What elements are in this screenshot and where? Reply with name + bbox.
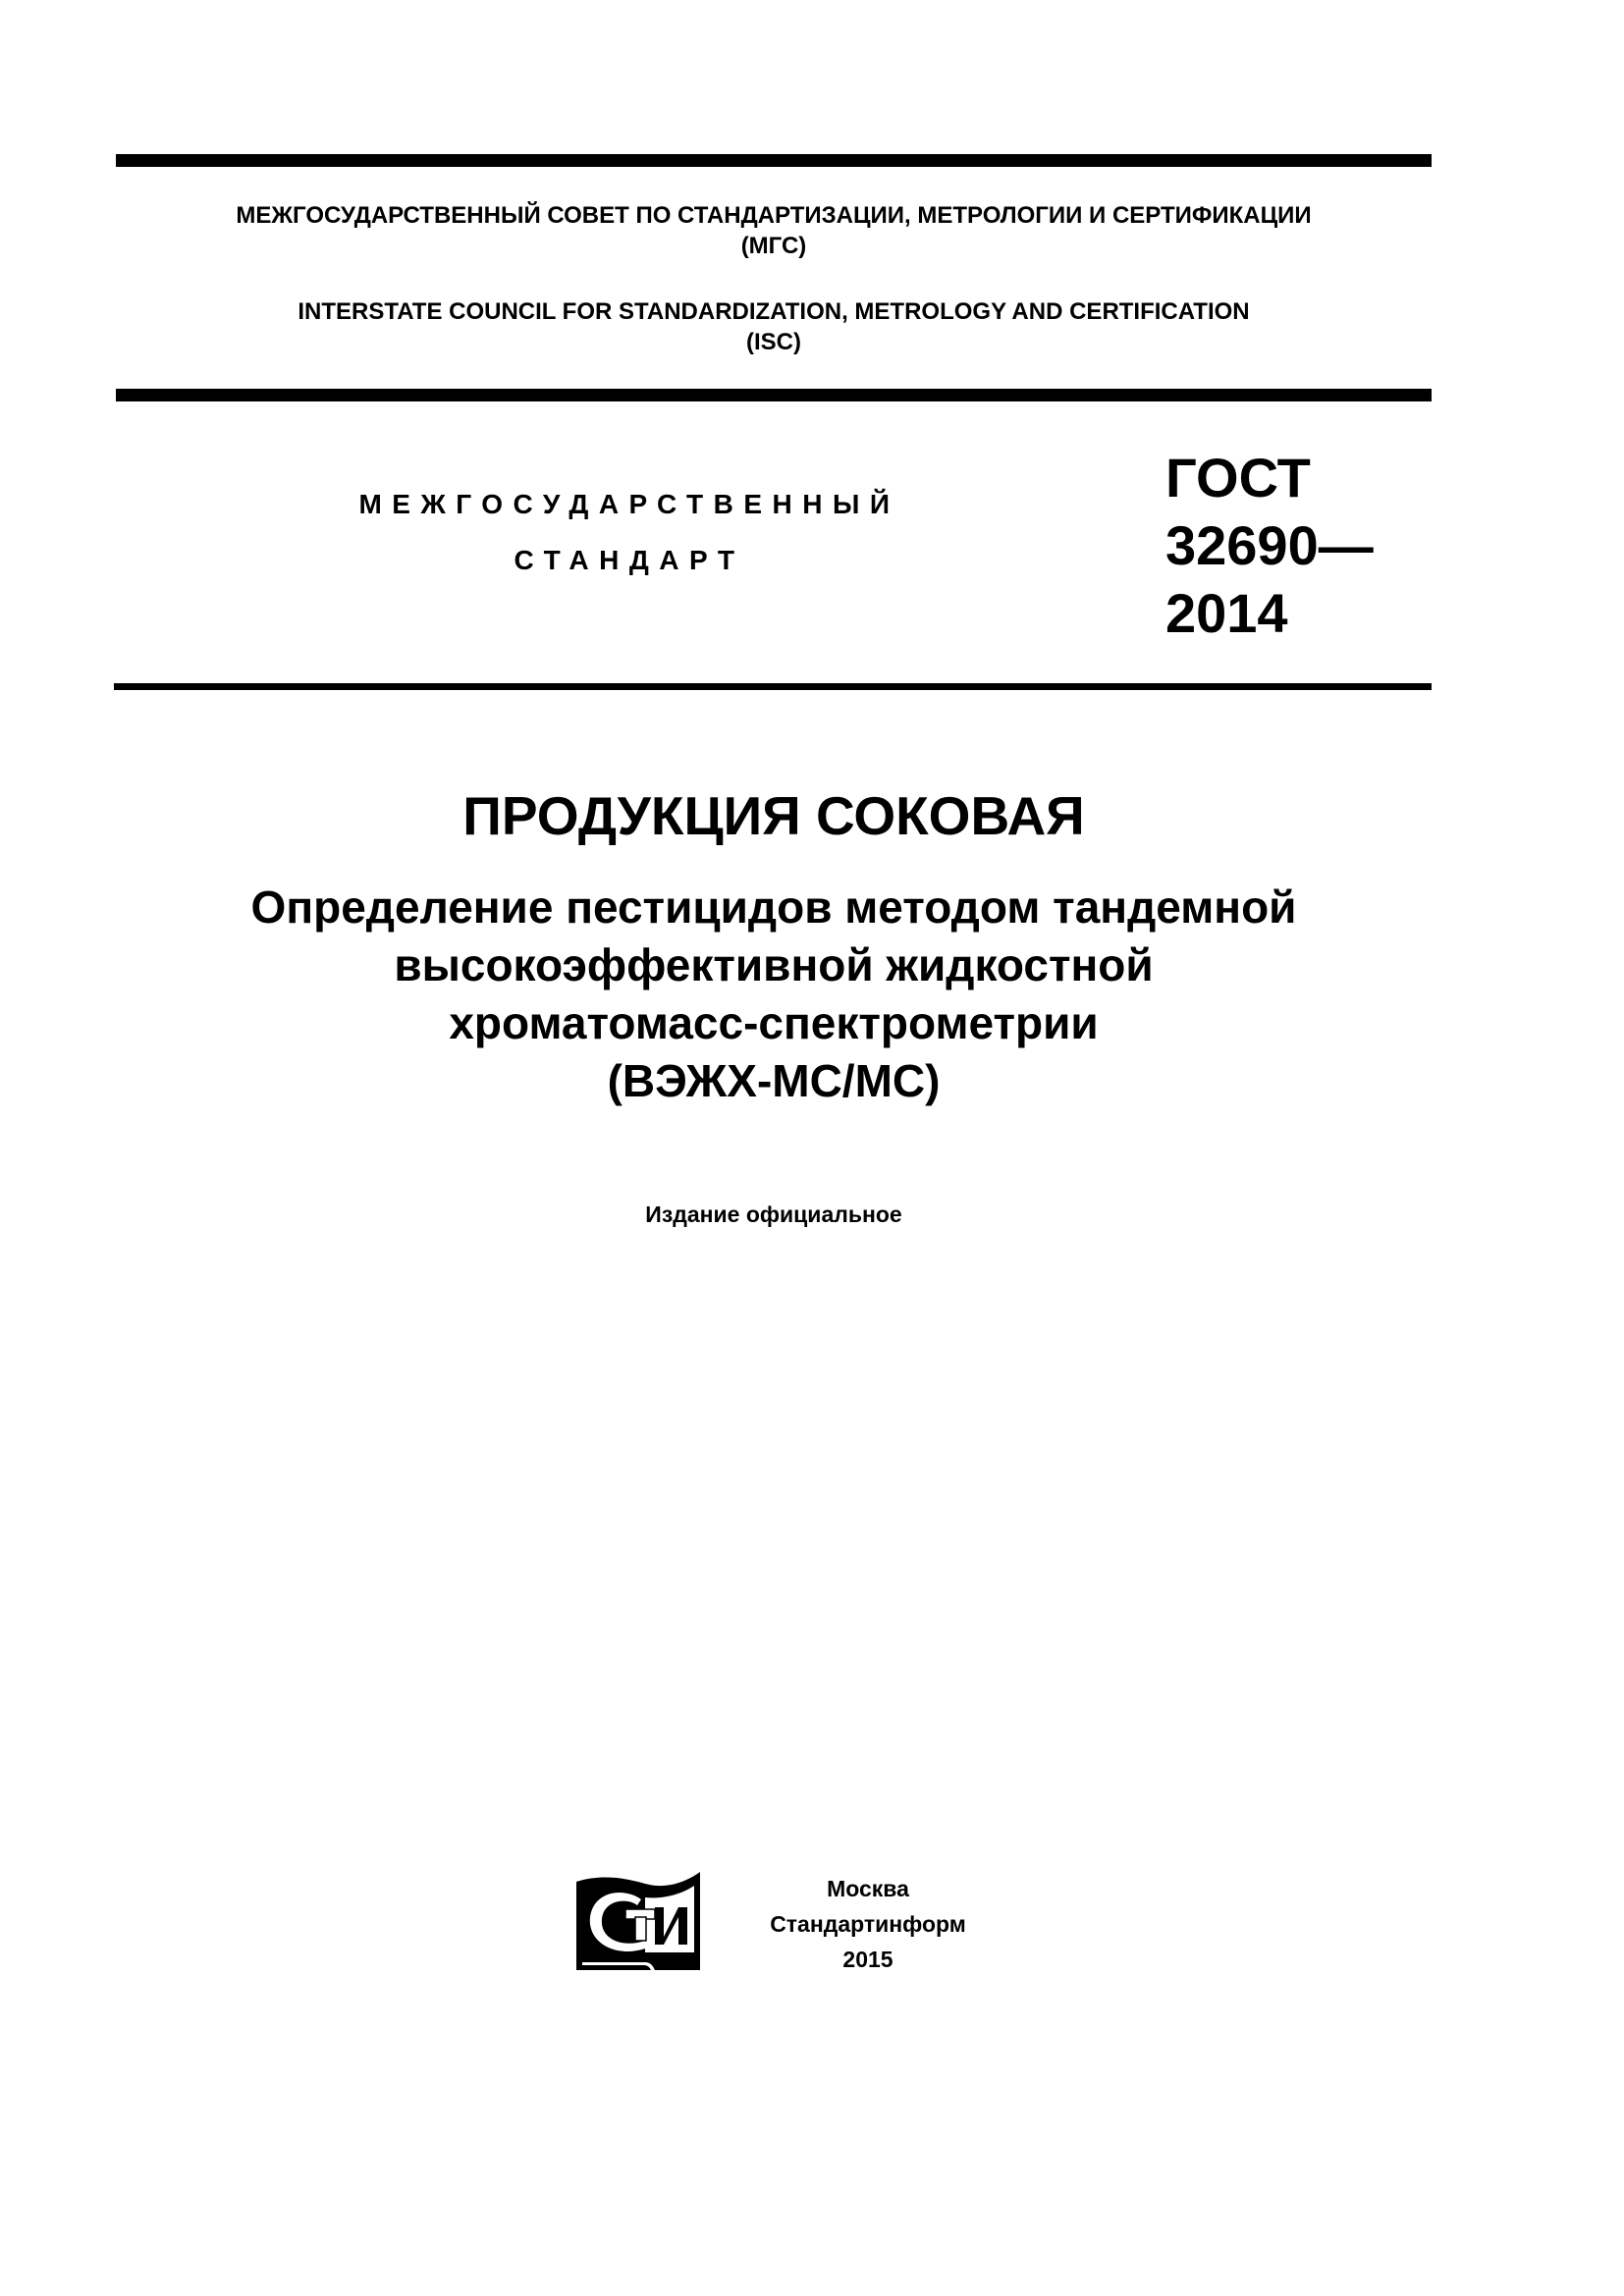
publisher-block: [731, 1871, 1005, 1977]
standard-kind-line1: МЕЖГОСУДАРСТВЕННЫЙ: [358, 489, 900, 519]
subtitle-line-4: (ВЭЖХ-МС/МС): [607, 1055, 941, 1106]
council-name-en-text: INTERSTATE COUNCIL FOR STANDARDIZATION, METROLOGY AND CERTIFICATION: [298, 298, 1250, 325]
council-name-russian: [116, 200, 1432, 261]
subtitle-line-2: высокоэффективной жидкостной: [394, 939, 1154, 990]
council-abbr-en: (ISC): [746, 329, 801, 355]
subtitle-line-3: хроматомасс-спектрометрии: [449, 997, 1099, 1048]
council-name-ru-text: МЕЖГОСУДАРСТВЕННЫЙ СОВЕТ ПО СТАНДАРТИЗАЦИИ, МЕТРОЛОГИИ И СЕРТИФИКАЦИИ: [236, 202, 1312, 229]
council-abbr-ru: (МГС): [740, 233, 807, 259]
council-name-english: [116, 296, 1432, 357]
designation-prefix: ГОСТ: [1165, 447, 1311, 508]
standartinform-logo-icon: [576, 1868, 704, 1972]
publication-year: 2015: [842, 1947, 893, 1972]
edition-label: Издание официальное: [645, 1201, 902, 1227]
designation-number: 32690—: [1165, 514, 1374, 576]
top-rule: [116, 154, 1432, 167]
subtitle-line-1: Определение пестицидов методом тандемной: [250, 881, 1297, 933]
standard-kind-line2: СТАНДАРТ: [514, 545, 745, 575]
bottom-rule: [114, 683, 1432, 690]
document-subtitle: [116, 879, 1432, 1110]
designation-year: 2014: [1165, 582, 1288, 644]
middle-rule: [116, 389, 1432, 401]
document-title: ПРОДУКЦИЯ СОКОВАЯ: [462, 785, 1085, 846]
publisher-name: Стандартинформ: [770, 1911, 966, 1937]
standard-designation: [1165, 444, 1374, 647]
publisher-city: Москва: [827, 1876, 909, 1901]
